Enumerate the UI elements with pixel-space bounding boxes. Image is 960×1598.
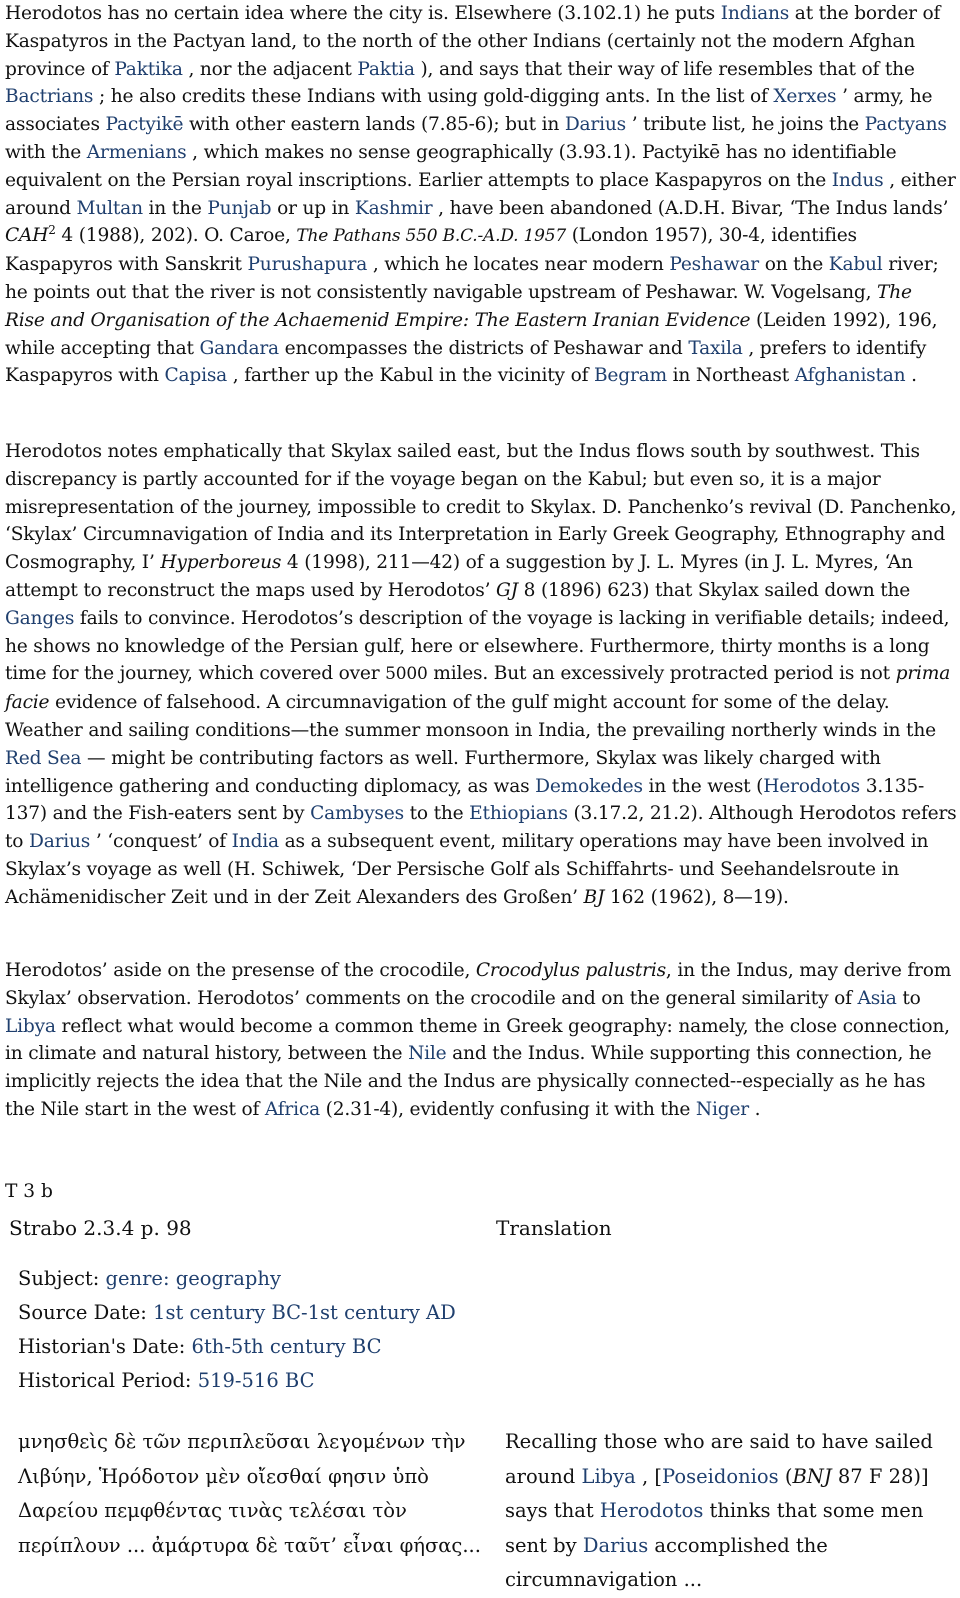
text-run: ’ ‘conquest’ of [90,831,232,853]
link-historian-date[interactable]: 6th-5th century BC [191,1335,382,1358]
historical-period-row [18,1364,456,1398]
text-run: Herodotos notes emphatically that Skylax sailed east, but the Indus flows south by southwest. This discrepancy is partly accounted for if the voyage began on the Kabul; but even so, it is a major misrepresentation of the journey, impossible to credit to Skylax. D. Panchenko’s revival (D. Panchenko, ‘Skylax’ Circumnavigation of India and its Interpretation in Early Greek Geography, Ethnography and Cosmography, I’ [5,441,957,574]
citation-title: BNJ [792,1464,832,1488]
link-historical-period[interactable]: 519-516 BC [197,1369,315,1392]
greek-original-text [18,1425,488,1563]
link-peshawar[interactable]: Peshawar [669,254,759,276]
citation-title: The Rise and Organisation of the Achaemenid Empire: The Eastern Iranian Evidence [5,281,912,331]
text-run: Recalling those who are said to have sailed around [505,1430,933,1488]
text-run: , either around [5,169,956,219]
text-run: (London 1957), 30-4, identifies Kaspapyros with Sanskrit [5,225,857,276]
link-demokedes[interactable]: Demokedes [535,775,643,797]
commentary-paragraph-1 [5,0,957,390]
text-run: ( [778,1464,793,1488]
english-translation-text [505,1425,957,1598]
text-run: , [ [635,1464,663,1488]
greek-line: μνησθεὶς δὲ τῶν περιπλεῦσαι λεγομένων τὴν [18,1430,466,1453]
text-run: miles. But an excessively protracted period is not [427,663,896,685]
text-run: in the [142,197,208,219]
citation-title: BJ [583,886,605,908]
text-run: Herodotos’ aside on the presense of the crocodile, [5,960,476,981]
link-subject-genre-geography[interactable]: genre: geography [105,1267,281,1290]
link-darius[interactable]: Darius [582,1533,649,1557]
text-run: — might be contributing factors as well. Furthermore, Skylax was likely charged with intelligence gathering and conducting diplomacy, as was [5,747,881,797]
historical-period-label: Historical Period: [18,1369,198,1392]
text-run: 8 (1896) 623) that Skylax sailed down the [517,579,911,601]
link-punjab[interactable]: Punjab [207,197,272,219]
link-poseidonios[interactable]: Poseidonios [662,1464,779,1488]
text-run: 4 (1988), 202). O. Caroe, [55,225,297,247]
text-run: on the [758,254,829,276]
species-name: Crocodylus palustris [475,960,666,981]
text-run: encompasses the districts of Peshawar and [278,337,689,359]
text-run: fails to convince. Herodotos’s description of the voyage is lacking in verifiable details; indeed, he shows no knowledge of the Persian gulf, here or elsewhere. Furthermore, thirty months is a long time for the journey, which covered over [5,607,950,685]
metadata-block [18,1262,456,1398]
text-run: as a subsequent event, military operations may have been involved in Skylax’s voyage as well (H. Schiwek, ‘Der Persische Golf als Schiffahrts- und Seehandelsroute in Achämenidischer Zeit und in der Zeit Alexanders des Großen’ [5,831,929,908]
text-run: thinks that some men sent by [505,1499,924,1557]
text-run: (2.31-4), evidently confusing it with the [319,1098,696,1120]
link-asia[interactable]: Asia [857,987,897,1009]
text-run: or up in [271,197,355,219]
text-run: 87 F 28)] says that [505,1464,929,1522]
source-citation: Strabo 2.3.4 p. 98 [9,1216,192,1240]
link-indus[interactable]: Indus [831,169,884,191]
link-afghanistan[interactable]: Afghanistan [794,365,906,387]
link-india[interactable]: India [231,831,279,853]
link-herodotos[interactable]: Herodotos [599,1499,704,1522]
text-run: ’ army, he associates [5,86,933,136]
text-run: with the [5,141,87,163]
link-nile[interactable]: Nile [408,1043,447,1065]
greek-line: Λιβύην, Ἡρόδοτον μὲν οἴεσθαί φησιν ὑπὸ [18,1464,429,1488]
source-date-row [18,1296,456,1330]
link-cambyses[interactable]: Cambyses [310,803,404,825]
text-run: ), and says that their way of life resembles that of the [414,58,915,80]
text-run: (3.17.2, 21.2). Although Herodotos refers to [5,803,957,853]
link-kabul[interactable]: Kabul [828,254,883,276]
historian-date-label: Historian's Date: [18,1335,192,1358]
text-run: with other eastern lands (7.85-6); but in [183,114,565,136]
text-run: , prefers to identify Kaspapyros with [5,337,927,387]
link-africa[interactable]: Africa [264,1098,320,1120]
citation-title: GJ [496,579,518,601]
text-run: at the border of Kaspatyros in the Pactyan land, to the north of the other Indians (certainly not the modern Afghan province of [5,3,941,80]
link-red-sea[interactable]: Red Sea [5,747,82,769]
link-armenians[interactable]: Armenians [86,141,187,163]
text-run: . [748,1098,761,1120]
link-libya[interactable]: Libya [5,1015,56,1037]
text-run: , have been abandoned (A.D.H. Bivar, ‘The Indus lands’ [432,197,949,219]
link-capisa[interactable]: Capisa [164,365,228,387]
citation-title: The Pathans 550 B.C.-A.D. 1957 [296,226,567,247]
testimony-number: T 3 b [5,1181,53,1202]
historian-date-row [18,1330,456,1364]
link-source-date[interactable]: 1st century BC-1st century AD [153,1301,456,1324]
text-run: 162 (1962), 8—19). [604,886,789,908]
latin-phrase: prima facie [5,663,951,714]
edition-superscript: 2 [48,223,56,238]
link-darius[interactable]: Darius [564,114,626,136]
link-niger[interactable]: Niger [695,1098,749,1120]
citation-title: CAH [5,225,49,247]
translation-heading: Translation [496,1216,612,1240]
link-herodotos[interactable]: Herodotos [763,775,861,797]
text-run: , in the Indus, may derive from Skylax’ observation. Herodotos’ comments on the crocodile and on the general similarity of [5,960,952,1009]
text-run: , which he locates near modern [367,254,670,276]
text-run: to the [403,803,470,825]
link-taxila[interactable]: Taxila [688,337,743,359]
text-run: 4 (1998), 211—42) of a suggestion by J. L. Myres (in J. L. Myres, ‘An attempt to reconstruct the maps used by Herodotos’ [5,552,913,601]
text-run: . [905,365,917,387]
text-run: and the Indus. While supporting this connection, he implicitly rejects the idea that the Nile and the Indus are physically connected--especially as he has the Nile start in the west of [5,1043,932,1120]
text-run: accomplished the circumnavigation ... [505,1533,828,1591]
link-paktia[interactable]: Paktia [357,58,415,80]
link-kashmir[interactable]: Kashmir [354,197,433,219]
text-run: 3.135-137) and the Fish-eaters sent by [5,775,925,825]
link-pactyike[interactable]: Pactyikē [105,114,184,136]
link-libya[interactable]: Libya [581,1464,636,1488]
link-ethiopians[interactable]: Ethiopians [469,803,568,825]
commentary-paragraph-3 [5,957,957,1124]
subject-label: Subject: [18,1267,106,1290]
text-run: (Leiden 1992), 196, while accepting that [5,309,938,359]
text-run: , which makes no sense geographically (3.93.1). Pactyikē has no identifiable equivalent on the Persian royal inscriptions. Earlier attempts to place Kaspapyros on the [5,141,897,191]
link-darius[interactable]: Darius [28,831,91,853]
link-begram[interactable]: Begram [593,365,667,387]
commentary-paragraph-2 [5,438,957,912]
text-run: 5000 [385,664,428,685]
citation-title: Hyperboreus [160,552,282,574]
link-pactyans[interactable]: Pactyans [864,114,947,136]
text-run: Herodotos has no certain idea where the city is. Elsewhere (3.102.1) he puts [5,3,721,24]
text-run: to [896,987,921,1009]
link-ganges[interactable]: Ganges [5,607,75,629]
link-indians[interactable]: Indians [720,3,790,24]
source-date-label: Source Date: [18,1301,154,1324]
greek-line: περίπλουν ... ἀμάρτυρα δὲ ταῦτ’ εἶναι φήσας... [18,1533,481,1557]
text-run: in the west ( [642,775,764,797]
text-run: evidence of falsehood. A circumnavigation of the gulf might account for some of the delay. Weather and sailing conditions—the summer monsoon in India, the prevailing northerly winds in the [5,692,936,741]
link-bactrians[interactable]: Bactrians [5,86,94,108]
link-paktika[interactable]: Paktika [114,58,183,80]
link-purushapura[interactable]: Purushapura [247,254,368,276]
greek-line: Δαρείου πεμφθέντας τινὰς τελέσαι τὸν [18,1499,407,1522]
text-run: in Northeast [666,365,795,387]
link-multan[interactable]: Multan [76,197,143,219]
text-run: river; he points out that the river is not consistently navigable upstream of Peshawar. W. Vogelsang, [5,254,939,303]
text-run: ’ tribute list, he joins the [626,114,865,136]
link-gandara[interactable]: Gandara [199,337,279,359]
text-run: ; he also credits these Indians with using gold-digging ants. In the list of [93,86,774,108]
text-run: , farther up the Kabul in the vicinity of [227,365,594,387]
text-run: reflect what would become a common theme in Greek geography: namely, the close connection, in climate and natural history, between the [5,1015,950,1065]
subject-row [18,1262,456,1296]
link-xerxes[interactable]: Xerxes [773,86,837,108]
text-run: , nor the adjacent [182,58,358,80]
